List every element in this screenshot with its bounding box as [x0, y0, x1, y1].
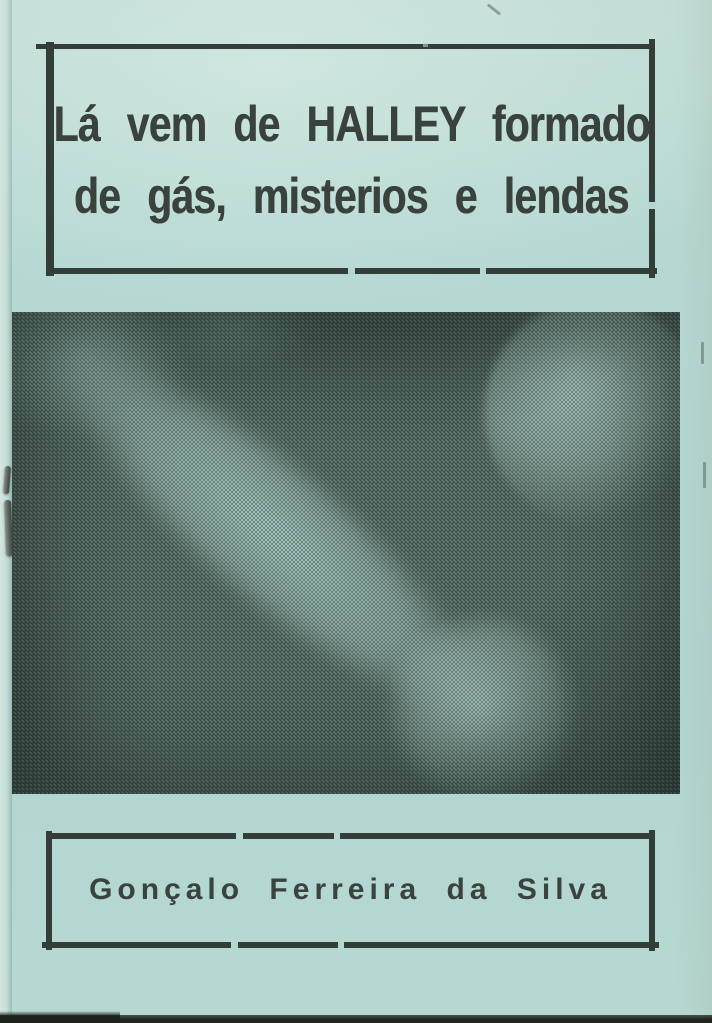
title-frame — [48, 44, 655, 273]
book-title — [48, 44, 655, 273]
scan-edge-mark — [703, 462, 706, 488]
title-line-2: de gás, misterios e lendas — [74, 167, 629, 224]
scratch-mark — [487, 3, 501, 15]
scan-edge-mark — [701, 342, 704, 364]
title-line-1: Lá vem de HALLEY formado — [53, 95, 650, 152]
halftone-overlay — [12, 312, 680, 794]
comet-photo — [12, 312, 680, 794]
author-frame — [46, 833, 655, 947]
author-name: Gonçalo Ferreira da Silva — [89, 873, 612, 906]
scan-bottom-edge-left — [0, 1011, 120, 1023]
